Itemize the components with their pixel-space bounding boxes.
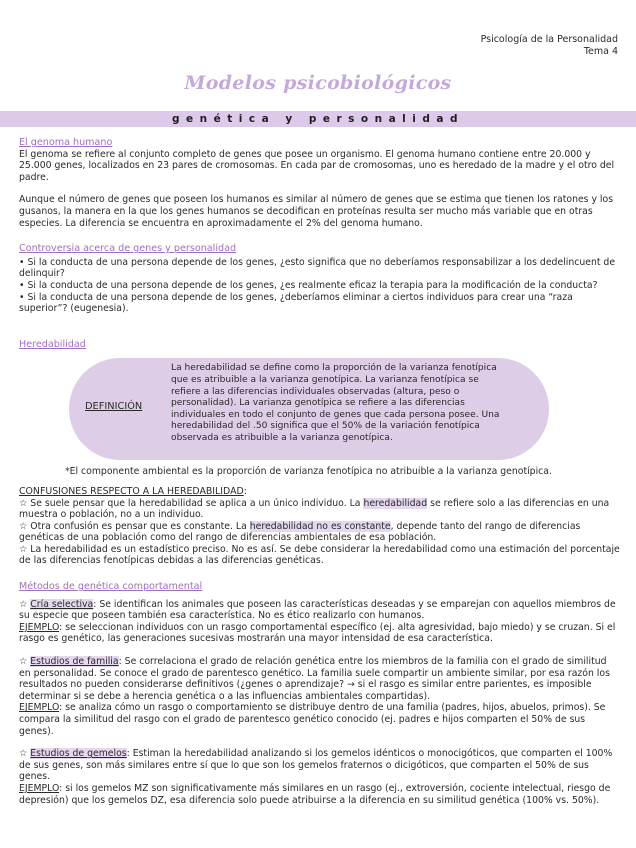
star-bullet: ☆ [19,598,31,610]
section-title-metodos: Métodos de genética comportamental [19,581,203,593]
controversia-item: • Si la conducta de una persona depende de los genes, ¿es realmente eficaz la terapia para la modificación de la conducta? [19,279,598,291]
subtitle-bar: genética y personalidad [0,111,636,127]
ejemplo-label: EJEMPLO [19,621,60,633]
ejemplo-label: EJEMPLO [19,702,60,714]
metodo-text: : Se identifican los animales que poseen las características deseadas y se emparejan con aquellos miembros de su especie que poseen también esa característica. No es ético realizarlo con humanos. [19,598,616,622]
genoma-paragraph-2: Aunque el número de genes que poseen los humanos es similar al número de genes que se estima que tienen los ratones y los gusanos, la manera en la que los genes humanos se decodifican en proteínas resulta ser mucho más variable que en otras especies. La diferencia se encuentra en aproximadamente el 2% del genoma humano. [19,194,614,229]
topic-number: Tema 4 [583,46,618,57]
metodo-text: : Estiman la heredabilidad analizando si los gemelos idénticos o monocigóticos, que comparten el 100% de sus genes, son más similares entre sí que lo que son los gemelos fraternos o dicigóticos, que comparten el 50% de sus genes. [19,748,613,783]
section-title-genoma: El genoma humano [19,137,113,148]
ejemplo-text: : se analiza cómo un rasgo o comportamiento se distribuye dentro de una familia (padres, hijos, abuelos, primos). Se compara la similitud del rasgo con el grado de parentesco genético conocido (ej. padres e hijos comparten el 50% de sus genes). [19,702,606,737]
term-estudios-familia: Estudios de familia [30,656,119,668]
confusion-item: ☆ La heredabilidad es un estadístico preciso. No es así. Se debe considerar la heredabilidad como una estimación del porcentaje de las diferencias fenotípicas debidas a las diferencias genéticas. [19,543,620,567]
highlighted-term: heredabilidad [363,497,428,509]
confusion-text: ☆ Otra confusión es pensar que es constante. La [19,520,250,532]
metodo-gemelos [19,748,620,783]
highlighted-term: heredabilidad no es constante [249,520,391,532]
page-header [481,34,618,58]
ejemplo-familia [19,702,620,737]
main-title: Modelos psicobiológicos [184,72,452,94]
confusiones-title-line [19,486,620,498]
confusiones-colon: : [243,485,247,497]
section-title-controversia: Controversia acerca de genes y personalidad [19,243,237,255]
section-title-confusiones: CONFUSIONES RESPECTO A LA HEREDABILIDAD [19,485,244,497]
metodo-familia [19,656,620,702]
definition-label: DEFINICIÓN [85,401,143,413]
ejemplo-cria [19,622,620,645]
ambiental-note: *El componente ambiental es la proporción de varianza fenotípica no atribuible a la varianza genotípica. [65,466,552,478]
controversia-item: • Si la conducta de una persona depende de los genes, ¿deberíamos eliminar a ciertos individuos para crear una “raza superior”? (eugenesia). [19,291,573,315]
confusion-item [19,521,620,544]
confusion-item [19,498,620,521]
metodo-text: : Se correlaciona el grado de relación genética entre los miembros de la familia con el grado de similitud en personalidad. Se conoce el grado de parentesco genético. La familia suele compartir un ambiente similar, por esa razón los resultados no pueden considerarse definitivos (¿genes o aprendizaje? → si el rasgo es similar entre parientes, es imposible determinar si se debe a herencia genética o a las influencias ambientales compartidas). [19,656,610,702]
star-bullet: ☆ [19,748,31,760]
course-name: Psicología de la Personalidad [480,34,618,45]
document-body [19,137,620,806]
confusion-text: , depende tanto del rango de diferencias genéticas de una población como del rango de diferencias ambientales de esa población. [19,520,581,544]
controversia-item: • Si la conducta de una persona depende de los genes, ¿esto significa que no deberíamos responsabilizar a los dedelincuent de delinquir? [19,256,616,280]
genoma-paragraph-1: El genoma se refiere al conjunto completo de genes que posee un organismo. El genoma humano contiene entre 20.000 y 25.000 genes, localizados en 23 pares de cromosomas. En cada par de cromosomas, uno es heredado de la madre y el otro del padre. [19,148,615,183]
star-bullet: ☆ [19,656,31,668]
metodo-cria [19,599,620,622]
definition-text: La heredabilidad se define como la proporción de la varianza fenotípica que es atribuible a la varianza genotípica. La varianza fenotípica se refiere a las diferencias individuales observadas (altura, peso o personalidad). La varianza genotípica se refiere a las diferencias individuales en todo el conjunto de genes que cada persona posee. Una heredabilidad del .50 significa que el 50% de la variación fenotípica observada es atribuible a la varianza genotípica. [171,363,500,443]
confusion-text: ☆ Se suele pensar que la heredabilidad se aplica a un único individuo. La [19,497,364,509]
ejemplo-gemelos [19,783,620,806]
confusion-text: se refiere solo a las diferencias en una muestra o población, no a un individuo. [19,497,610,521]
term-cria-selectiva: Cría selectiva [30,598,94,610]
section-title-heredabilidad: Heredabilidad [19,338,86,350]
ejemplo-label: EJEMPLO [19,782,60,794]
term-estudios-gemelos: Estudios de gemelos [30,748,127,760]
ejemplo-text: : se seleccionan individuos con un rasgo comportamental específico (ej. alta agresividad, bajo miedo) y se cruzan. Si el rasgo es genético, las generaciones sucesivas mostrarán una mayor intensidad de esa característica. [19,621,616,645]
definition-box [19,358,620,460]
ejemplo-text: : si los gemelos MZ son significativamente más similares en un rasgo (ej., extroversión, cociente intelectual, riesgo de depresión) que los gemelos DZ, esa diferencia solo puede atribuirse a la diferencia en su similitud genética (100% vs. 50%). [19,782,611,806]
